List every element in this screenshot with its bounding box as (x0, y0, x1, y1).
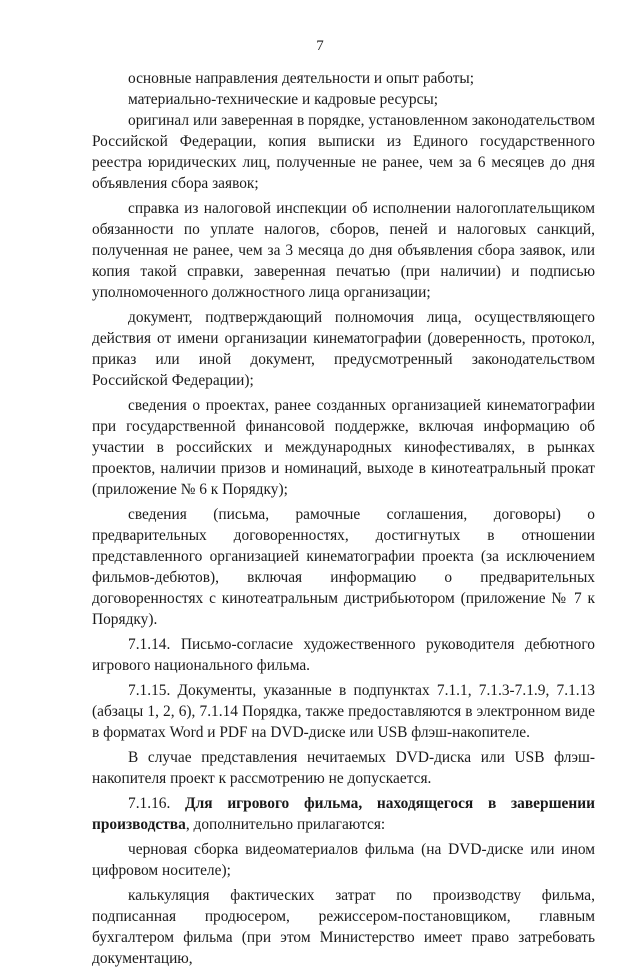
paragraph: справка из налоговой инспекции об исполнении налогоплательщиком обязанности по уплате налогов, сборов, пеней и налоговых санкций, полученная не ранее, чем за 3 месяца до дня объявления сбора заявок, или копия такой справки, заверенная печатью (при наличии) и подписью уполномоченного должностного лица организации; (92, 200, 595, 301)
paragraph: черновая сборка видеоматериалов фильма (на DVD-диске или ином цифровом носителе); (92, 841, 595, 879)
section-heading-bold: Для игрового фильма, находящегося в завершении производства (92, 795, 595, 833)
section-7-1-16 (92, 793, 595, 835)
paragraph: материально-технические и кадровые ресурсы; (128, 91, 439, 108)
paragraph: В случае представления нечитаемых DVD-диска или USB флэш-накопителя проект к рассмотрению не допускается. (92, 749, 595, 787)
section-7-1-15: 7.1.15. Документы, указанные в подпунктах 7.1.1, 7.1.3-7.1.9, 7.1.13 (абзацы 1, 2, 6), 7.1.14 Порядка, также предоставляются в электронном виде в форматах Word и PDF на DVD-диске или USB флэш-накопителе. (92, 682, 595, 741)
paragraph: основные направления деятельности и опыт работы; (128, 70, 475, 87)
paragraph: калькуляция фактических затрат по производству фильма, подписанная продюсером, режиссером-постановщиком, главным бухгалтером фильма (при этом Министерство имеет право затребовать документацию, (92, 887, 595, 967)
section-number: 7.1.16. (128, 795, 186, 812)
section-7-1-14: 7.1.14. Письмо-согласие художественного руководителя дебютного игрового национального фильма. (92, 636, 595, 674)
paragraph: сведения о проектах, ранее созданных организацией кинематографии при государственной финансовой поддержке, включая информацию об участии в российских и международных кинофестивалях, в рынках проектов, наличии призов и номинаций, выходе в кинотеатральный прокат (приложение № 6 к Порядку); (92, 397, 595, 498)
paragraph: документ, подтверждающий полномочия лица, осуществляющего действия от имени организации кинематографии (доверенность, протокол, приказ или иной документ, предусмотренный законодательством Российской Федерации); (92, 309, 595, 389)
document-body (92, 68, 595, 969)
section-heading-rest: , дополнительно прилагаются: (185, 816, 386, 833)
page-number: 7 (316, 38, 324, 54)
paragraph: сведения (письма, рамочные соглашения, договоры) о предварительных договоренностях, достигнутых в отношении представленного организацией кинематографии проекта (за исключением фильмов-дебютов), включая информацию о предварительных договоренностях с кинотеатральным дистрибьютором (приложение № 7 к Порядку). (92, 506, 595, 628)
paragraph: оригинал или заверенная в порядке, установленном законодательством Российской Федерации, копия выписки из Единого государственного реестра юридических лиц, полученные не ранее, чем за 6 месяцев до дня объявления сбора заявок; (92, 112, 595, 192)
